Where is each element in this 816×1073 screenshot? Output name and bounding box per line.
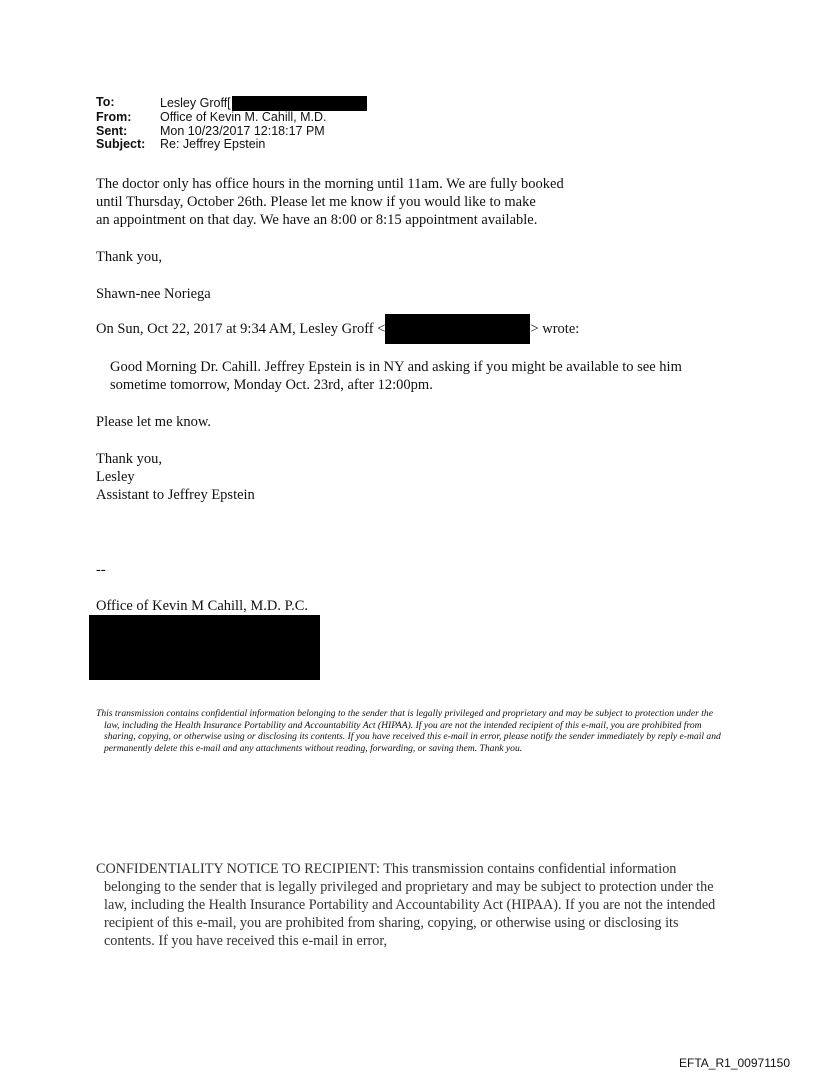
redaction-block (89, 615, 320, 680)
please-let-me-know: Please let me know. (96, 414, 212, 430)
reply-body (96, 175, 564, 229)
subject-label: Subject: (96, 137, 146, 151)
confidentiality-notice: CONFIDENTIALITY NOTICE TO RECIPIENT: This transmission contains confidential information belonging to the sender that is legally privileged and proprietary and may be subject to protection under the law, including the Health Insurance Portability and Accountability Act (HIPAA). If you are not the intended recipient of this e-mail, you are prohibited from sharing, copying, or otherwise using or disclosing its contents. If you have received this e-mail in error, (96, 861, 716, 949)
reply-thanks: Thank you, (96, 249, 163, 265)
quoted-name: Lesley (96, 469, 135, 485)
reply-line: The doctor only has office hours in the morning until 11am. We are fully booked (96, 176, 564, 192)
to-row (96, 96, 367, 111)
redaction-bar (232, 96, 367, 111)
sent-label: Sent: (96, 123, 128, 138)
quoted-signature (96, 450, 255, 504)
document-id: EFTA_R1_00971150 (679, 1056, 790, 1070)
signature-separator: -- (96, 562, 106, 578)
to-label: To: (96, 95, 115, 109)
office-name: Office of Kevin M Cahill, M.D. P.C. (96, 598, 308, 614)
quoted-text: Good Morning Dr. Cahill. Jeffrey Epstein is in NY and asking if you might be available to see him sometime tomorrow, Monday Oct. 23rd, after 12:00pm. (110, 359, 682, 393)
disclaimer-small: This transmission contains confidential information belonging to the sender that is legally privileged and proprietary and may be subject to protection under the law, including the Health Insurance Portability and Accountability Act (HIPAA). If you are not the intended recipient of this e-mail, you are prohibited from sharing, copying, or otherwise using or disclosing its contents. If you have received this e-mail in error, please notify the sender immediately by reply e-mail and permanently delete this e-mail and any attachments without reading, forwarding, or saving them. Thank you. (96, 708, 721, 754)
from-label: From: (96, 110, 132, 124)
reply-line: until Thursday, October 26th. Please let me know if you would like to make (96, 194, 536, 210)
subject-value: Re: Jeffrey Epstein (160, 137, 266, 151)
quote-header-suffix: > wrote: (530, 321, 580, 337)
from-value: Office of Kevin M. Cahill, M.D. (160, 110, 327, 124)
quote-header (96, 314, 579, 344)
from-row (96, 111, 367, 125)
quoted-thanks: Thank you, (96, 451, 163, 467)
to-value: Lesley Groff[ (160, 95, 231, 110)
email-header (96, 96, 367, 152)
reply-line: an appointment on that day. We have an 8:00 or 8:15 appointment available. (96, 212, 538, 228)
to-value-wrap (160, 96, 367, 111)
redaction-bar (385, 314, 530, 344)
quote-header-prefix: On Sun, Oct 22, 2017 at 9:34 AM, Lesley Groff < (96, 321, 386, 337)
subject-row (96, 138, 367, 152)
reply-signature: Shawn-nee Noriega (96, 286, 211, 302)
quoted-title: Assistant to Jeffrey Epstein (96, 487, 255, 503)
sent-value: Mon 10/23/2017 12:18:17 PM (160, 123, 325, 138)
sent-row (96, 125, 367, 139)
